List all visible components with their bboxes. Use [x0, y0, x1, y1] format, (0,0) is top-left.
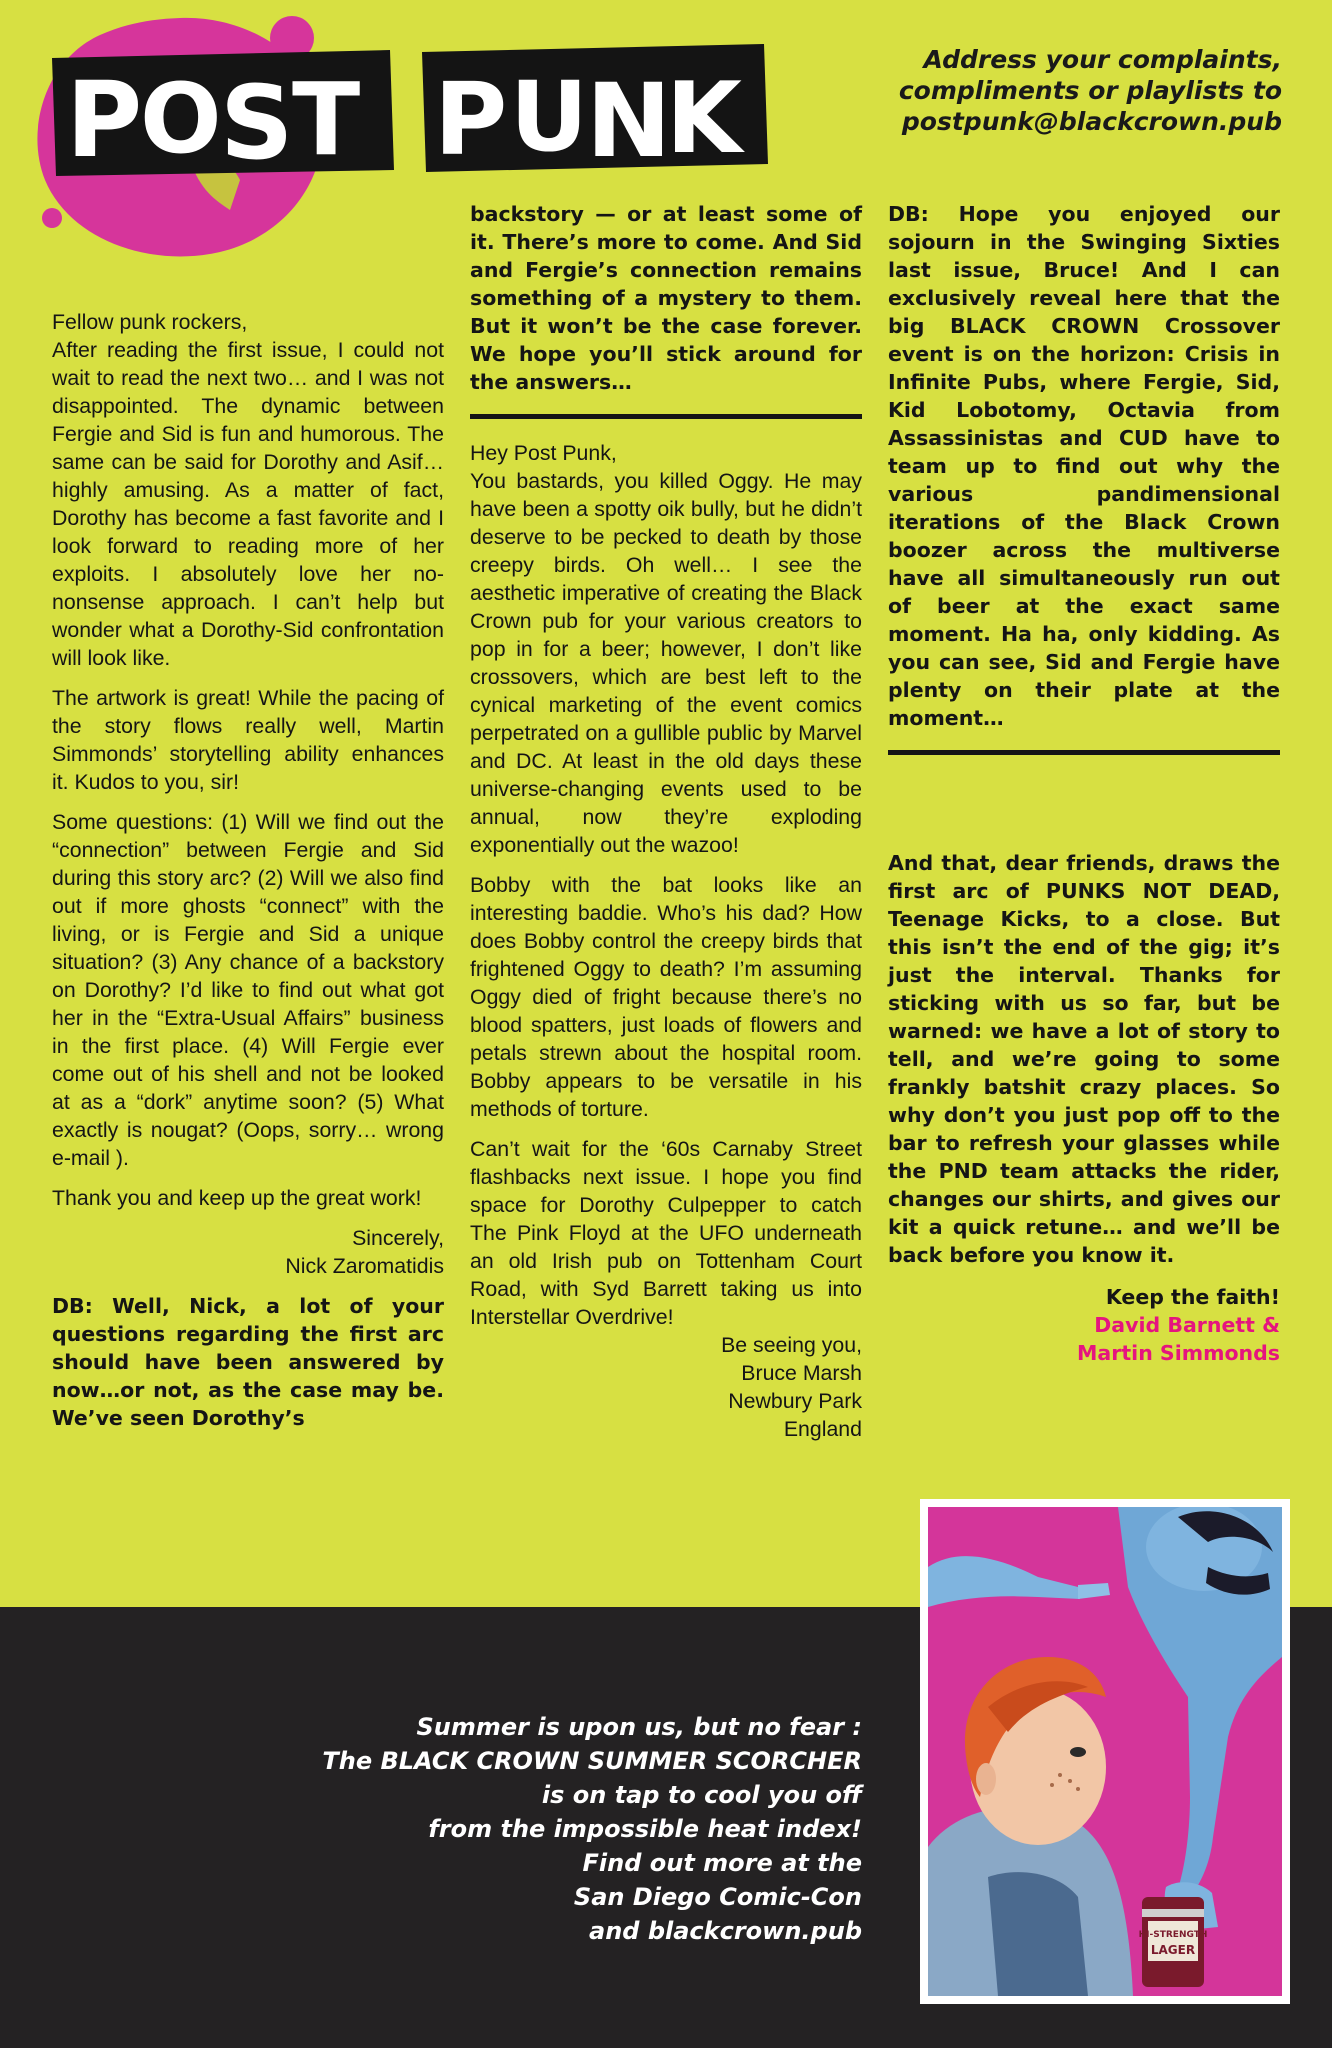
cover-illustration: [928, 1507, 1282, 1996]
logo-letter-o: O: [140, 63, 222, 175]
promo-line: is on tap to cool you off: [541, 1781, 862, 1809]
can-label-top: HI-STRENGTH: [1138, 1930, 1208, 1940]
letter1-paragraph: Thank you and keep up the great work!: [52, 1186, 422, 1210]
contact-line: compliments or playlists to: [898, 76, 1282, 105]
letter2-country: England: [783, 1417, 862, 1441]
author-names: Martin Simmonds: [1077, 1341, 1280, 1365]
logo-letter-n: N: [586, 62, 672, 176]
letter1-paragraph: Some questions: (1) Will we find out the “connection” between Fergie and Sid during this story arc? (2) Will we also find out if more ghosts “connect” with the living, or is Fergie and Sid a unique situation? (3) Any chance of a backstory on Dorothy? I’d like to find out what got her in the “Extra-Usual Affairs” business in the first place. (4) Will Fergie ever come out of his shell and not be looked at as a “dork” anytime soon? (5) What exactly is nougat? (Oops, sorry… wrong e-mail ).: [52, 810, 444, 1170]
letter1-signature: Nick Zaromatidis: [285, 1254, 444, 1278]
cover-art-image: [920, 1499, 1290, 2004]
promo-text: [242, 1710, 862, 1948]
letter2-location: Newbury Park: [728, 1389, 862, 1413]
column-1: [52, 308, 444, 1432]
keep-faith-text: Keep the faith!: [1105, 1285, 1280, 1309]
column-2: [470, 200, 862, 1443]
letter2-paragraph: Bobby with the bat looks like an interesting baddie. Who’s his dad? How does Bobby control the creepy birds that frightened Oggy to death? I’m assuming Oggy died of fright because there’s no blood spatters, just loads of flowers and petals strewn about the hospital room. Bobby appears to be versatile in his methods of torture.: [470, 873, 862, 1121]
logo-letter-k: K: [666, 62, 742, 176]
can-label-bottom: LAGER: [1150, 1943, 1196, 1957]
reply1-continued: backstory — or at least some of it. There’s more to come. And Sid and Fergie’s connection remains something of a mystery to them. But it won’t be the case forever. We hope you’ll stick around for the answers…: [470, 202, 862, 394]
contact-info: [822, 44, 1282, 137]
promo-line: from the impossible heat index!: [428, 1815, 862, 1843]
divider-rule: [470, 414, 862, 419]
author-names: David Barnett &: [1094, 1313, 1280, 1337]
letter2-signature: Bruce Marsh: [741, 1361, 862, 1385]
promo-line: Find out more at the: [582, 1849, 862, 1877]
closing-text: And that, dear friends, draws the first arc of PUNKS NOT DEAD, Teenage Kicks, to a close. But this isn’t the end of the gig; it’s just the interval. Thanks for sticking with us so far, but be warned: we have a lot of story to tell, and we’re going to some frankly batshit crazy places. So why don’t you just pop off to the bar to refresh your glasses while the PND team attacks the rider, changes our shirts, and gives our kit a quick retune… and we’ll be back before you know it.: [888, 851, 1280, 1267]
letter1-paragraph: Fellow punk rockers, After reading the first issue, I could not wait to read the next two… and I was not disappointed. The dynamic between Fergie and Sid is fun and humorous. The same can be said for Dorothy and Asif… highly amusing. As a matter of fact, Dorothy has become a fast favorite and I look forward to reading more of her exploits. I absolutely love her no-nonsense approach. I can’t help but wonder what a Dorothy-Sid confrontation will look like.: [52, 310, 444, 670]
logo-letter-p2: P: [434, 61, 508, 176]
column-3: [888, 200, 1280, 1367]
contact-line: Address your complaints,: [923, 45, 1282, 74]
letter1-signoff: Sincerely,: [352, 1226, 444, 1250]
promo-line: Summer is upon us, but no fear :: [416, 1713, 862, 1741]
promo-link[interactable]: and blackcrown.pub: [589, 1917, 862, 1945]
letter2-signoff: Be seeing you,: [721, 1333, 862, 1357]
logo-letter-u: U: [510, 61, 588, 173]
letter2-paragraph: Can’t wait for the ‘60s Carnaby Street flashbacks next issue. I hope you find space for Dorothy Culpepper to catch The Pink Floyd at the UFO underneath an old Irish pub on Tottenham Court Road, with Syd Barrett taking us into Interstellar Overdrive!: [470, 1137, 862, 1329]
letter2-paragraph: Hey Post Punk, You bastards, you killed Oggy. He may have been a spotty oik bully, but he didn’t deserve to be pecked to death by those creepy birds. Oh well… I see the aesthetic imperative of creating the Black Crown pub for your various creators to pop in for a beer; however, I don’t like crossovers, which are best left to the cynical marketing of the event comics perpetrated on a gullible public by Marvel and DC. At least in the old days these universe-changing events used to be annual, now they’re exploding exponentially out the wazoo!: [470, 441, 862, 857]
reply2-text: DB: Hope you enjoyed our sojourn in the Swinging Sixties last issue, Bruce! And I can exclusively reveal here that the big BLACK CROWN Crossover event is on the horizon: Crisis in Infinite Pubs, where Fergie, Sid, Kid Lobotomy, Octavia from Assassinistas and CUD have to team up to find out why the various pandimensional iterations of the Black Crown boozer across the multiverse have all simultaneously run out of beer at the exact same moment. Ha ha, only kidding. As you can see, Sid and Fergie have plenty on their plate at the moment…: [888, 202, 1280, 730]
promo-line: The BLACK CROWN SUMMER SCORCHER: [322, 1747, 862, 1775]
logo-letter-p: P: [66, 59, 143, 176]
contact-email[interactable]: postpunk@blackcrown.pub: [901, 107, 1282, 136]
logo-letter-t: T: [292, 61, 361, 176]
reply1-text: DB: Well, Nick, a lot of your questions regarding the first arc should have been answered by now…or not, as the case may be. We’ve seen Dorothy’s: [52, 1294, 444, 1430]
promo-line: San Diego Comic-Con: [573, 1883, 862, 1911]
divider-rule: [888, 750, 1280, 755]
letter1-paragraph: The artwork is great! While the pacing of the story flows really well, Martin Simmonds’ storytelling ability enhances it. Kudos to you, sir!: [52, 686, 444, 794]
post-punk-logo: [52, 44, 772, 176]
logo-letter-s: S: [220, 64, 294, 176]
